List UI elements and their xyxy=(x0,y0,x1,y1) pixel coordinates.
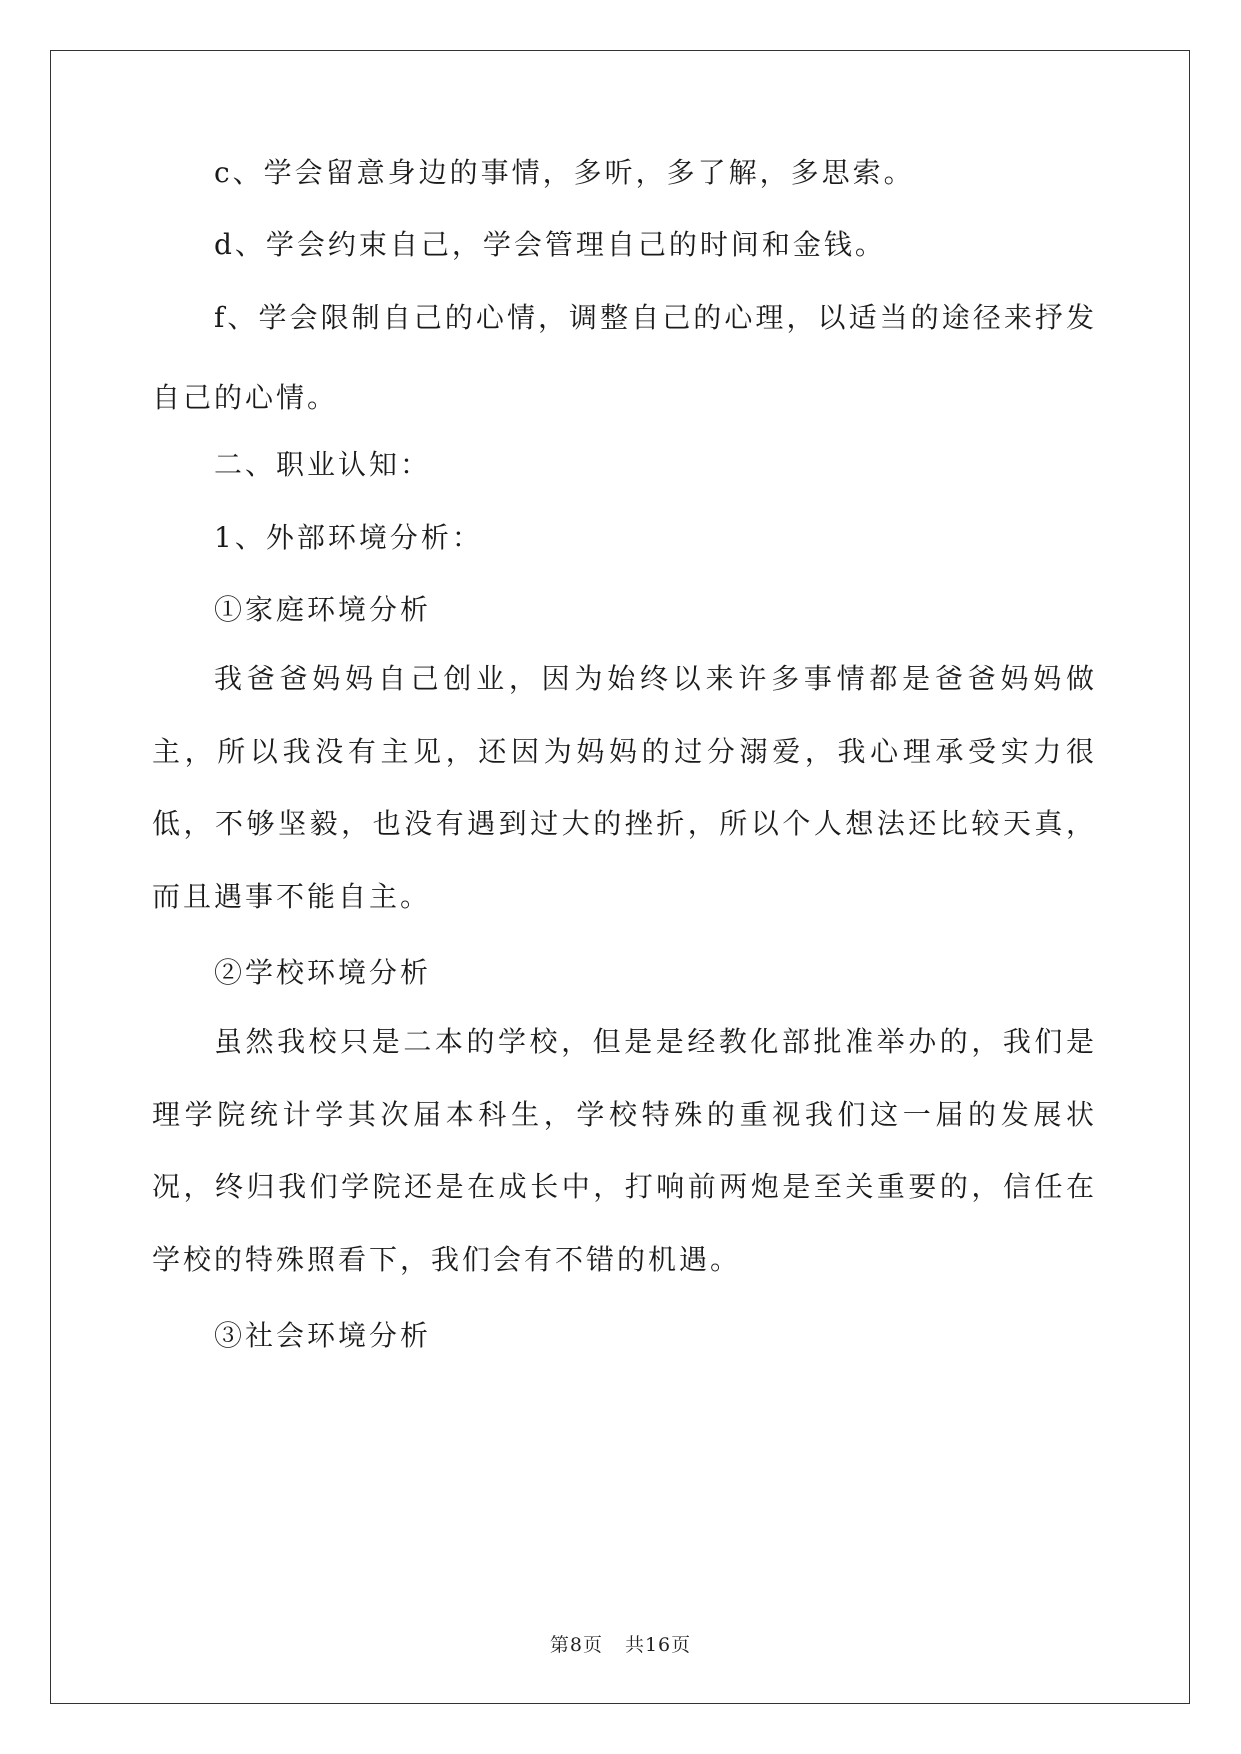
paragraph-family: 我爸爸妈妈自己创业，因为始终以来许多事情都是爸爸妈妈做主，所以我没有主见，还因为妈妈的过分溺爱，我心理承受实力很低，不够坚毅，也没有遇到过大的挫折，所以个人想法还比较天真，而且遇事不能自主。 xyxy=(152,662,1097,913)
subheading-social-environment: ③社会环境分析 xyxy=(214,1319,432,1352)
page-total: 共16页 xyxy=(624,1634,692,1656)
page-number: 第8页 xyxy=(549,1634,603,1656)
subheading-external-environment: 1、外部环境分析： xyxy=(214,521,483,554)
paragraph-f: f、学会限制自己的心情，调整自己的心理，以适当的途径来抒发自己的心情。 xyxy=(152,301,1097,414)
paragraph-school: 虽然我校只是二本的学校，但是是经教化部批准举办的，我们是理学院统计学其次届本科生，学校特殊的重视我们这一届的发展状况，终归我们学院还是在成长中，打响前两炮是至关重要的，信任在学校的特殊照看下，我们会有不错的机遇。 xyxy=(152,1025,1097,1276)
page-footer xyxy=(0,1630,1241,1657)
subheading-school-environment: ②学校环境分析 xyxy=(214,956,432,989)
paragraph-d: d、学会约束自己，学会管理自己的时间和金钱。 xyxy=(214,228,886,261)
subheading-family-environment: ①家庭环境分析 xyxy=(214,593,432,626)
section-heading-career-cognition: 二、职业认知： xyxy=(214,448,432,481)
paragraph-c: c、学会留意身边的事情，多听，多了解，多思索。 xyxy=(214,156,915,189)
